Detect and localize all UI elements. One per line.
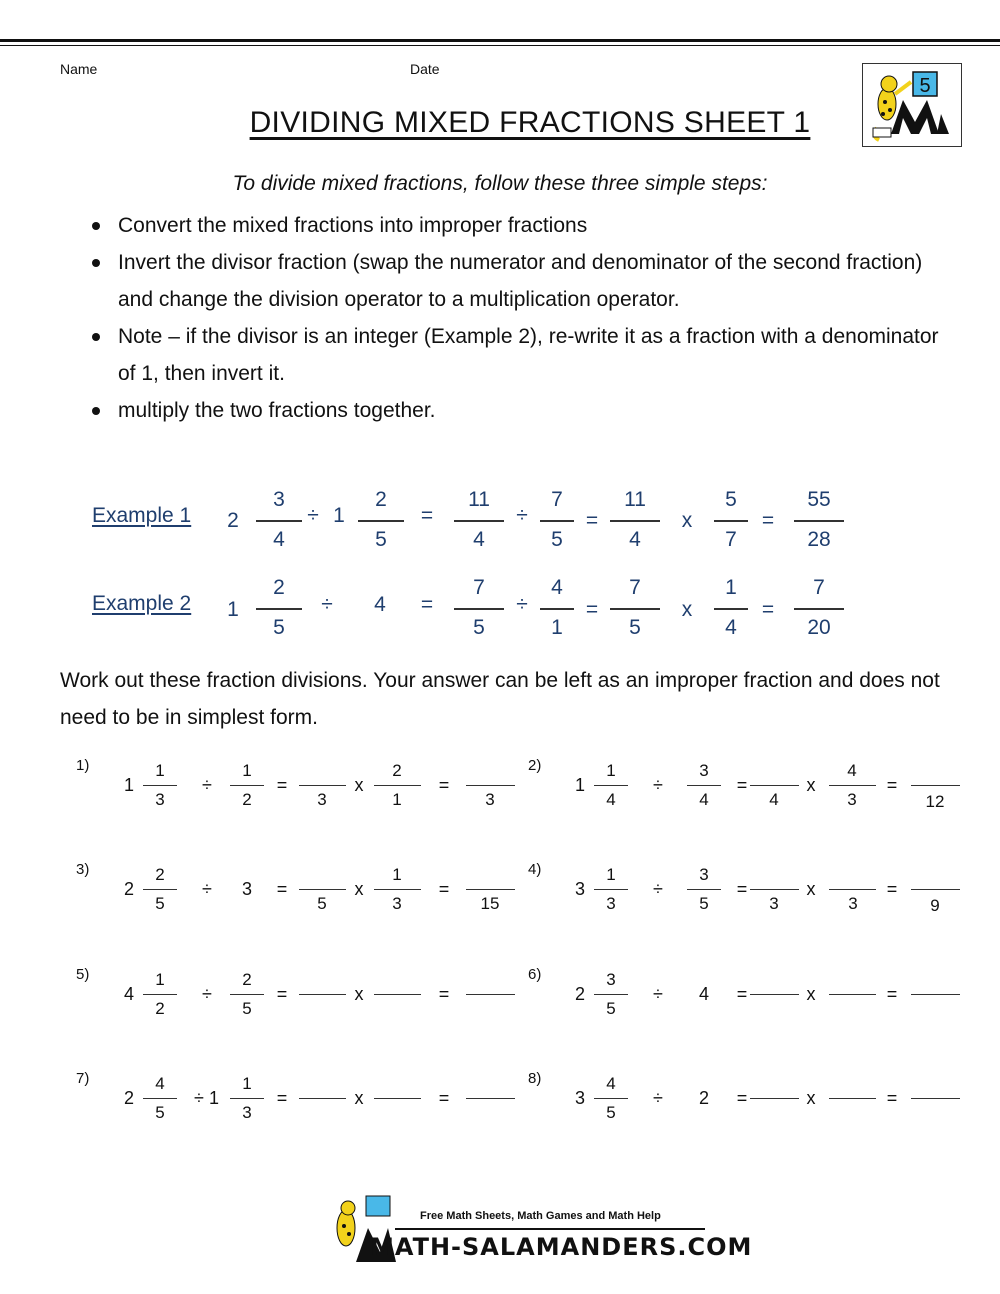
step-item: Convert the mixed fractions into improper fractions bbox=[92, 207, 952, 244]
answer-blank[interactable] bbox=[299, 994, 346, 995]
hint-denominator: 5 bbox=[317, 894, 327, 913]
answer-blank[interactable] bbox=[911, 889, 960, 890]
divide-sign: ÷ bbox=[202, 775, 212, 795]
multiply-sign: x bbox=[806, 879, 816, 899]
answer-blank[interactable] bbox=[299, 785, 346, 786]
svg-text:5: 5 bbox=[919, 75, 931, 97]
multiply-sign: x bbox=[354, 775, 364, 795]
hint-denominator: 3 bbox=[769, 894, 779, 913]
problem-number: 6) bbox=[528, 966, 542, 983]
answer-blank[interactable] bbox=[829, 994, 876, 995]
equals-sign: = bbox=[276, 984, 288, 1004]
salamander-grade-icon bbox=[863, 64, 961, 146]
example-whole: 1 bbox=[227, 598, 239, 621]
salamander-logo bbox=[862, 63, 962, 147]
multiply-sign: x bbox=[354, 1088, 364, 1108]
equals-sign: = bbox=[886, 1088, 898, 1108]
example-whole: 1 bbox=[333, 504, 345, 527]
footer-tagline: Free Math Sheets, Math Games and Math Help bbox=[420, 1210, 661, 1222]
equals-sign: = bbox=[761, 509, 775, 532]
steps-list bbox=[92, 207, 952, 429]
problem-number: 5) bbox=[76, 966, 90, 983]
divide-sign: ÷ bbox=[516, 593, 528, 616]
mixed-whole: 2 bbox=[123, 879, 135, 899]
equals-sign: = bbox=[276, 1088, 288, 1108]
multiply-sign: x bbox=[681, 509, 693, 532]
divide-sign: ÷ bbox=[202, 984, 212, 1004]
mixed-whole: 2 bbox=[123, 1088, 135, 1108]
equals-sign: = bbox=[736, 879, 748, 899]
step-item: multiply the two fractions together. bbox=[92, 392, 952, 429]
answer-blank[interactable] bbox=[911, 785, 960, 786]
equals-sign: = bbox=[585, 598, 599, 621]
hint-denominator: 15 bbox=[480, 894, 500, 913]
equals-sign: = bbox=[585, 509, 599, 532]
answer-blank[interactable] bbox=[911, 994, 960, 995]
step-item: Invert the divisor fraction (swap the numerator and denominator of the second fraction) and change the division operator to a multiplication operator. bbox=[92, 244, 952, 318]
instructions: Work out these fraction divisions. Your answer can be left as an improper fraction and does not need to be in simplest form. bbox=[60, 669, 940, 729]
problem-number: 8) bbox=[528, 1070, 542, 1087]
divide-sign: ÷ bbox=[321, 593, 333, 616]
multiply-sign: x bbox=[354, 984, 364, 1004]
equals-sign: = bbox=[438, 879, 450, 899]
hint-denominator: 4 bbox=[769, 790, 779, 809]
mixed-whole: 3 bbox=[574, 1088, 586, 1108]
divisor-integer: 4 bbox=[698, 984, 710, 1004]
equals-sign: = bbox=[736, 1088, 748, 1108]
example-1-label: Example 1 bbox=[92, 504, 192, 527]
equals-sign: = bbox=[438, 1088, 450, 1108]
divide-sign: ÷ bbox=[516, 504, 528, 527]
equals-sign: = bbox=[736, 775, 748, 795]
equals-sign: = bbox=[736, 984, 748, 1004]
mixed-whole: 4 bbox=[123, 984, 135, 1004]
divisor-integer: 3 bbox=[241, 879, 253, 899]
mixed-whole: 1 bbox=[123, 775, 135, 795]
answer-blank[interactable] bbox=[299, 1098, 346, 1099]
answer-blank[interactable] bbox=[299, 889, 346, 890]
answer-blank[interactable] bbox=[374, 994, 421, 995]
hint-denominator: 12 bbox=[925, 792, 945, 811]
equals-sign: = bbox=[276, 879, 288, 899]
multiply-sign: x bbox=[681, 598, 693, 621]
answer-blank[interactable] bbox=[750, 889, 799, 890]
top-rule bbox=[0, 39, 1000, 42]
divisor-whole: 1 bbox=[208, 1088, 220, 1108]
answer-blank[interactable] bbox=[466, 1098, 515, 1099]
divide-sign: ÷ bbox=[202, 879, 212, 899]
answer-blank[interactable] bbox=[829, 889, 876, 890]
step-item: Note – if the divisor is an integer (Example 2), re-write it as a fraction with a denominator of 1, then invert it. bbox=[92, 318, 952, 392]
equals-sign: = bbox=[438, 775, 450, 795]
answer-blank[interactable] bbox=[911, 1098, 960, 1099]
hint-denominator: 3 bbox=[317, 790, 327, 809]
multiply-sign: x bbox=[806, 775, 816, 795]
divide-sign: ÷ bbox=[653, 984, 663, 1004]
answer-blank[interactable] bbox=[829, 1098, 876, 1099]
date-label: Date bbox=[410, 61, 440, 77]
divisor-integer: 2 bbox=[698, 1088, 710, 1108]
answer-blank[interactable] bbox=[466, 994, 515, 995]
top-rule-thin bbox=[0, 45, 1000, 46]
answer-blank[interactable] bbox=[750, 1098, 799, 1099]
multiply-sign: x bbox=[806, 1088, 816, 1108]
equals-sign: = bbox=[886, 775, 898, 795]
problem-number: 2) bbox=[528, 757, 542, 774]
hint-denominator: 9 bbox=[930, 896, 940, 915]
answer-blank[interactable] bbox=[750, 785, 799, 786]
divide-sign: ÷ bbox=[307, 504, 319, 527]
answer-blank[interactable] bbox=[750, 994, 799, 995]
hint-denominator: 3 bbox=[485, 790, 495, 809]
multiply-sign: x bbox=[806, 984, 816, 1004]
problem-number: 4) bbox=[528, 861, 542, 878]
footer-site-link[interactable]: MATH-SALAMANDERS.COM bbox=[370, 1233, 753, 1261]
problem-number: 7) bbox=[76, 1070, 90, 1087]
equals-sign: = bbox=[761, 598, 775, 621]
answer-blank[interactable] bbox=[466, 785, 515, 786]
equals-sign: = bbox=[886, 984, 898, 1004]
problem-number: 1) bbox=[76, 757, 90, 774]
problem-number: 3) bbox=[76, 861, 90, 878]
answer-blank[interactable] bbox=[466, 889, 515, 890]
page-title: DIVIDING MIXED FRACTIONS SHEET 1 bbox=[249, 106, 811, 139]
name-label: Name bbox=[60, 61, 98, 77]
divide-sign: ÷ bbox=[194, 1088, 204, 1108]
divide-sign: ÷ bbox=[653, 1088, 663, 1108]
equals-sign: = bbox=[420, 504, 434, 527]
answer-blank[interactable] bbox=[374, 1098, 421, 1099]
example-integer: 4 bbox=[374, 593, 386, 616]
mixed-whole: 2 bbox=[574, 984, 586, 1004]
equals-sign: = bbox=[886, 879, 898, 899]
equals-sign: = bbox=[420, 593, 434, 616]
equals-sign: = bbox=[276, 775, 288, 795]
equals-sign: = bbox=[438, 984, 450, 1004]
mixed-whole: 1 bbox=[574, 775, 586, 795]
divide-sign: ÷ bbox=[653, 775, 663, 795]
mixed-whole: 3 bbox=[574, 879, 586, 899]
example-2-label: Example 2 bbox=[92, 592, 192, 615]
divide-sign: ÷ bbox=[653, 879, 663, 899]
footer-rule bbox=[395, 1228, 705, 1230]
multiply-sign: x bbox=[354, 879, 364, 899]
intro-text: To divide mixed fractions, follow these three simple steps: bbox=[232, 172, 768, 195]
example-whole: 2 bbox=[227, 509, 239, 532]
hint-denominator: 3 bbox=[848, 894, 858, 913]
